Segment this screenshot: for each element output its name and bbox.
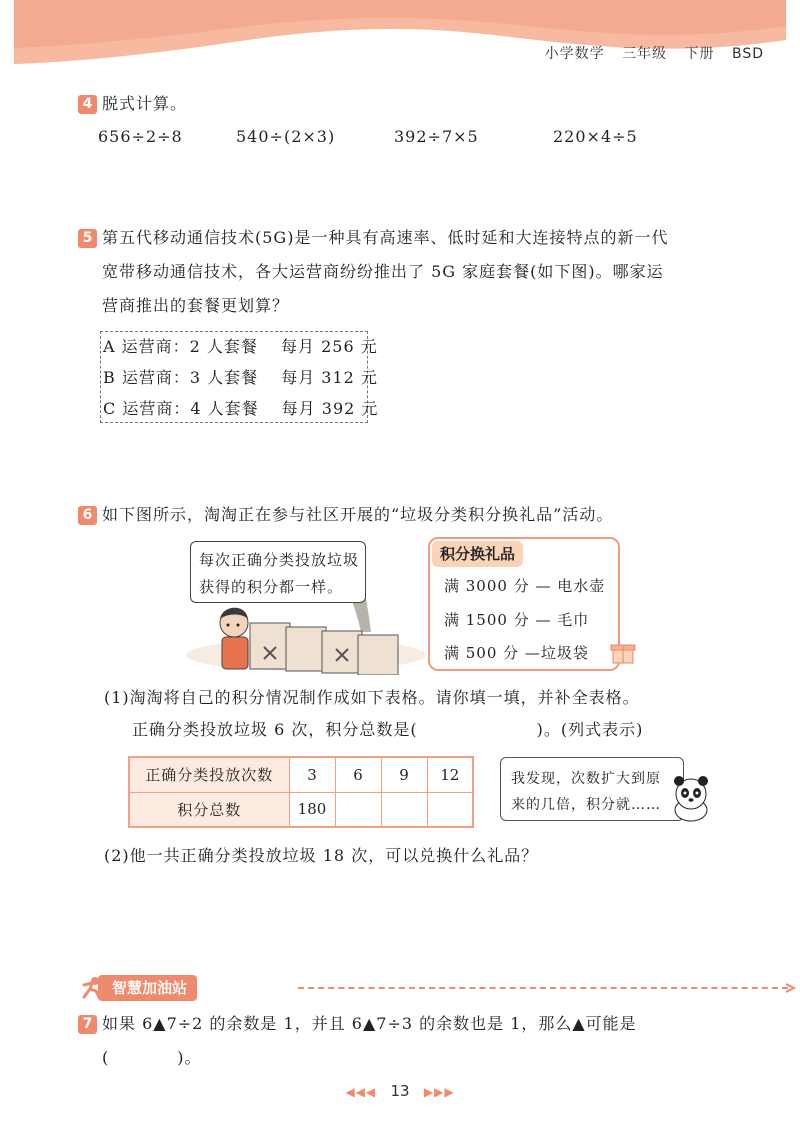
note-line-2: 来的几倍，积分就…… [511, 797, 661, 813]
page-number: 13 [390, 1082, 410, 1100]
edition-label: BSD [731, 46, 764, 62]
q4-expression-3: 392÷7×5 [394, 127, 479, 146]
page-header [14, 0, 786, 66]
q4-expression-4: 220×4÷5 [553, 127, 638, 146]
q6-intro: 如下图所示，淘淘正在参与社区开展的“垃圾分类积分换礼品”活动。 [102, 505, 614, 524]
bubble-line-2: 获得的积分都一样。 [199, 578, 344, 596]
note-line-1: 我发现，次数扩大到原 [511, 771, 661, 787]
panda-icon [668, 772, 714, 822]
row-header-total: 积分总数 [129, 792, 289, 827]
right-arrows-icon: ▶▶▶ [423, 1085, 455, 1099]
speech-bubble [190, 541, 366, 603]
prize-item-trash-bags: 满 500 分 —垃圾袋 [444, 644, 589, 662]
q5-line-1: 第五代移动通信技术(5G)是一种具有高速率、低时延和大连接特点的新一代 [102, 228, 669, 247]
grade-label: 三年级 [622, 46, 668, 62]
banner-label: 智慧加油站 [98, 975, 197, 1001]
total-cell-blank[interactable] [427, 792, 473, 827]
prize-card [428, 537, 620, 671]
count-cell: 3 [289, 757, 335, 792]
total-cell: 180 [289, 792, 335, 827]
discovery-note [500, 757, 684, 821]
q4-expression-1: 656÷2÷8 [98, 127, 183, 146]
book-info [533, 43, 764, 63]
q5-line-2: 宽带移动通信技术，各大运营商纷纷推出了 5G 家庭套餐(如下图)。哪家运 [102, 262, 664, 281]
plan-b: B 运营商：3 人套餐 每月 312 元 [103, 368, 378, 387]
question-number-7: 7 [78, 1015, 97, 1034]
row-header-count: 正确分类投放次数 [129, 757, 289, 792]
q4-expression-2: 540÷(2×3) [236, 127, 336, 146]
count-cell: 6 [335, 757, 381, 792]
q6-part1-prompt: (1)淘淘将自己的积分情况制作成如下表格。请你填一填，并补全表格。 [104, 688, 640, 707]
q5-line-3: 营商推出的套餐更划算？ [102, 296, 290, 315]
table-row [129, 757, 473, 792]
q6-part2-prompt: (2)他一共正确分类投放垃圾 18 次，可以兑换什么礼品？ [104, 846, 539, 865]
banner-dashed-line [298, 987, 788, 989]
arrow-right-icon [784, 982, 796, 994]
prize-item-towel: 满 1500 分 — 毛巾 [444, 611, 590, 629]
q4-title: 脱式计算。 [102, 94, 188, 113]
bubble-line-1: 每次正确分类投放垃圾 [199, 551, 360, 569]
q7-line-2: ( )。 [102, 1048, 202, 1067]
total-cell-blank[interactable] [381, 792, 427, 827]
count-cell: 9 [381, 757, 427, 792]
score-table [128, 756, 474, 828]
count-cell: 12 [427, 757, 473, 792]
total-cell-blank[interactable] [335, 792, 381, 827]
q7-line-1: 如果 6▲7÷2 的余数是 1，并且 6▲7÷3 的余数也是 1，那么▲可能是 [102, 1014, 637, 1033]
left-arrows-icon: ◀◀◀ [345, 1085, 377, 1099]
question-number-6: 6 [78, 506, 97, 525]
page-footer [0, 1082, 800, 1100]
subject-label: 小学数学 [544, 46, 605, 62]
prize-item-kettle: 满 3000 分 — 电水壶 [444, 577, 606, 595]
table-row [129, 792, 473, 827]
gift-icon [610, 639, 636, 665]
question-number-4: 4 [78, 95, 97, 114]
question-number-5: 5 [78, 229, 97, 248]
plan-c: C 运营商：4 人套餐 每月 392 元 [103, 399, 379, 418]
q6-part1-fill-blank: 正确分类投放垃圾 6 次，积分总数是( )。(列式表示) [132, 720, 644, 739]
volume-label: 下册 [684, 46, 715, 62]
activity-illustration [186, 537, 622, 675]
plan-box [100, 331, 379, 423]
prize-card-title: 积分换礼品 [432, 541, 523, 567]
plan-a: A 运营商：2 人套餐 每月 256 元 [103, 337, 378, 356]
